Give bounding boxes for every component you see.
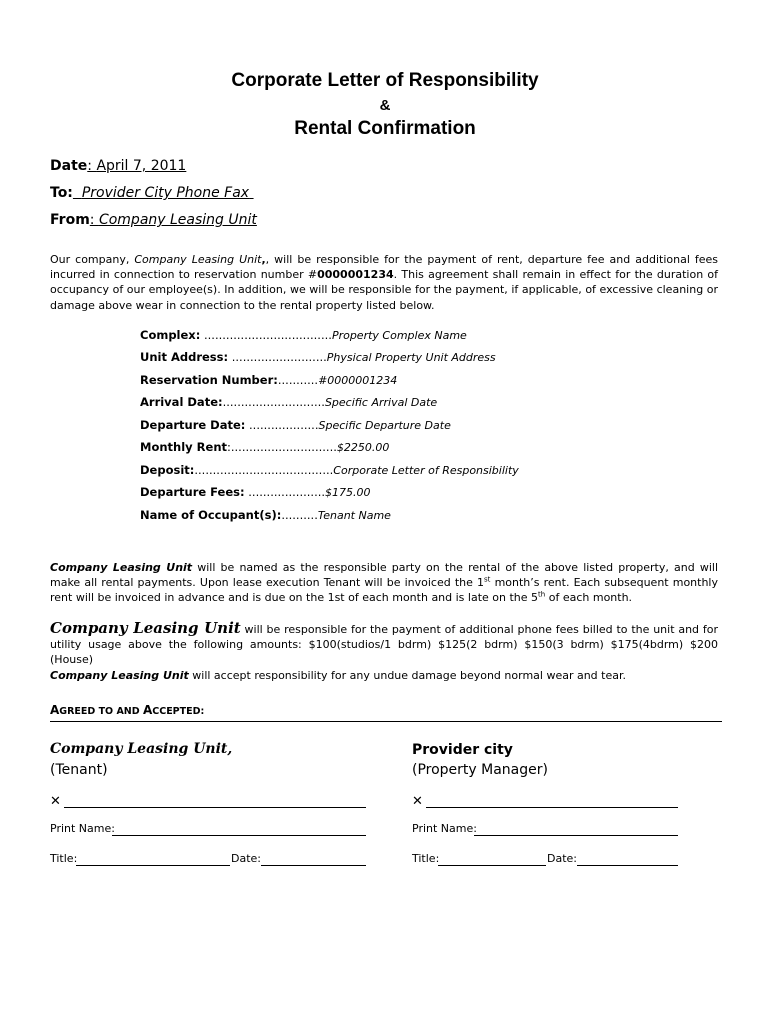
from-label: From <box>50 212 90 228</box>
tenant-signature-x-icon: ✕ <box>50 794 61 809</box>
manager-date-label: Date: <box>547 852 577 865</box>
damage-paragraph: Company Leasing Unit will accept responsibility for any undue damage beyond normal wear and tear. <box>50 669 626 682</box>
document-title: Corporate Letter of Responsibility <box>231 70 539 91</box>
from-value: : Company Leasing Unit <box>89 212 257 228</box>
detail-departure-fees: Departure Fees: .....................$175.00 <box>140 485 371 499</box>
agreed-heading: AGREED TO AND ACCEPTED: <box>50 703 205 717</box>
manager-signature-line[interactable] <box>426 807 678 808</box>
to-label: To: <box>50 185 73 201</box>
detail-arrival-date: Arrival Date:............................Specific Arrival Date <box>140 395 438 409</box>
manager-role: (Property Manager) <box>412 762 548 778</box>
manager-signature-x-icon: ✕ <box>412 794 423 809</box>
detail-deposit: Deposit:......................................Corporate Letter of Responsibility <box>140 463 519 477</box>
tenant-date-label: Date: <box>231 852 261 865</box>
tenant-title-line[interactable] <box>76 865 230 866</box>
section-divider <box>50 721 722 722</box>
detail-departure-date: Departure Date: ...................Specific Departure Date <box>140 418 451 432</box>
detail-unit-address: Unit Address: ..........................Physical Property Unit Address <box>140 350 496 364</box>
detail-monthly-rent: Monthly Rent:.............................$2250.00 <box>140 440 390 454</box>
detail-occupants: Name of Occupant(s):..........Tenant Name <box>140 508 391 522</box>
manager-title-label: Title: <box>412 852 440 865</box>
manager-print-name-label: Print Name: <box>412 822 477 835</box>
rent-payment-paragraph: Company Leasing Unit will be named as the responsible party on the rental of the above listed property, and will make all rental payments. Upon lease execution Tenant will be invoiced the 1st month’s rent. Each subsequent monthly rent will be invoiced in advance and is due on the 1st of each month and is late on the 5th of each month. <box>50 561 718 605</box>
tenant-date-line[interactable] <box>261 865 366 866</box>
date-value: : April 7, 2011 <box>87 158 187 174</box>
tenant-signature-line[interactable] <box>64 807 366 808</box>
tenant-title-label: Title: <box>50 852 78 865</box>
manager-name: Provider city <box>412 742 513 758</box>
detail-reservation-number: Reservation Number:...........#0000001234 <box>140 373 398 387</box>
manager-print-name-line[interactable] <box>474 835 678 836</box>
intro-paragraph: Our company, Company Leasing Unit,, will be responsible for the payment of rent, departure fee and additional fees incurred in connection to reservation number #0000001234. This agreement shall remain in effect for the duration of occupancy of our employee(s). In addition, we will be responsible for the payment, if applicable, of excessive cleaning or damage above wear in connection to the rental property listed below. <box>50 253 719 312</box>
date-line <box>50 158 186 174</box>
title-ampersand: & <box>379 97 391 114</box>
utility-paragraph: Company Leasing Unit will be responsible for the payment of additional phone fees billed to the unit and for utility usage above the following amounts: $100(studios/1 bdrm) $125(2 bdrm) $150(3 bdrm) $175(4bdrm) $200 (House) <box>50 619 718 667</box>
manager-title-line[interactable] <box>438 865 546 866</box>
document-subtitle: Rental Confirmation <box>294 118 476 139</box>
date-label: Date <box>50 158 88 174</box>
manager-date-line[interactable] <box>577 865 678 866</box>
tenant-print-name-line[interactable] <box>112 835 366 836</box>
tenant-name: Company Leasing Unit, <box>50 741 233 757</box>
to-line <box>50 185 254 201</box>
tenant-role: (Tenant) <box>50 762 108 778</box>
tenant-print-name-label: Print Name: <box>50 822 115 835</box>
to-value: Provider City Phone Fax <box>81 185 250 201</box>
from-line <box>50 212 257 228</box>
detail-complex: Complex: ...................................Property Complex Name <box>140 328 467 342</box>
